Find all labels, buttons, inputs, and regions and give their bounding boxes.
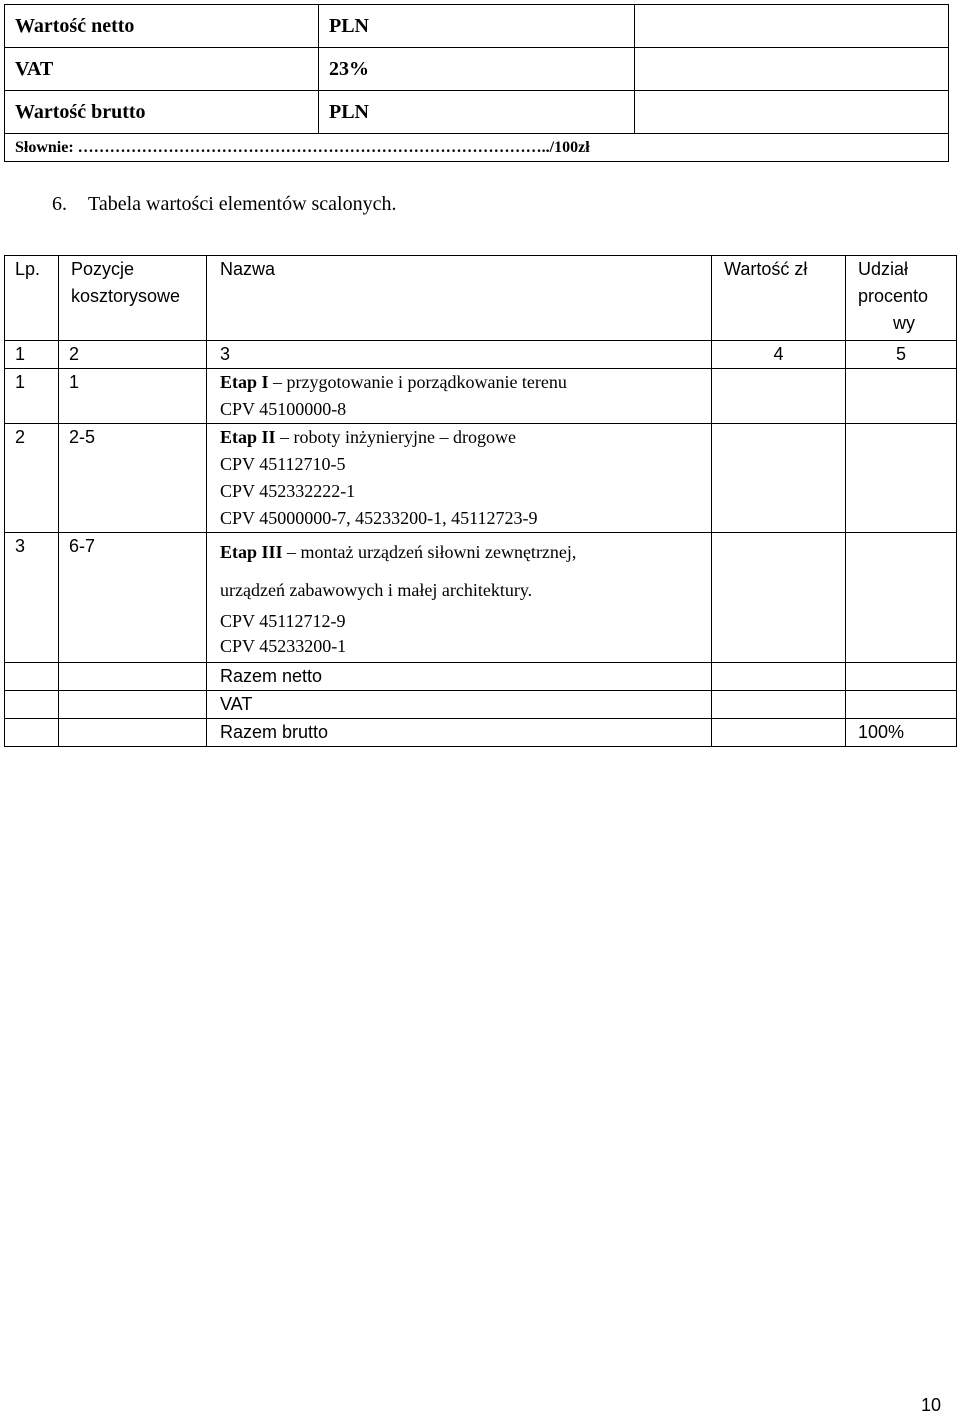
col-number: 3 [207, 341, 712, 369]
row-nazwa [207, 369, 712, 424]
col-number: 2 [59, 341, 207, 369]
etap-description-line-2: urządzeń zabawowych i małej architektury. [220, 580, 533, 600]
header-udzial [846, 256, 957, 341]
row-wartosc [712, 424, 846, 533]
cpv-code: CPV 45233200-1 [220, 636, 347, 656]
etap-description: – przygotowanie i porządkowanie terenu [268, 372, 567, 392]
total-share [846, 691, 957, 719]
total-share: 100% [846, 719, 957, 747]
total-row-vat [5, 691, 957, 719]
cpv-code: CPV 452332222-1 [220, 481, 356, 501]
header-nazwa: Nazwa [207, 256, 712, 341]
total-label: VAT [207, 691, 712, 719]
table-row [5, 424, 957, 533]
header-udzial-line-2: procento [858, 286, 929, 306]
cpv-code: CPV 45112710-5 [220, 454, 346, 474]
slownie-text: Słownie: ……………………………………………………………………………../100zł [5, 134, 949, 162]
page-number: 10 [921, 1395, 942, 1415]
summary-label: Wartość brutto [5, 91, 319, 134]
header-udzial-line-1: Udział [858, 259, 909, 279]
section-heading [52, 193, 396, 216]
summary-extra-cell [635, 91, 949, 134]
header-udzial-line-3: wy [893, 313, 915, 333]
header-pozycje-line-2: kosztorysowe [71, 286, 181, 306]
etap-label: Etap III [220, 542, 283, 562]
summary-value: 23% [319, 48, 635, 91]
col-number: 4 [712, 341, 846, 369]
header-wartosc: Wartość zł [712, 256, 846, 341]
row-wartosc [712, 369, 846, 424]
row-wartosc [712, 533, 846, 663]
header-lp: Lp. [5, 256, 59, 341]
total-value [712, 691, 846, 719]
summary-label: Wartość netto [5, 5, 319, 48]
total-value [712, 663, 846, 691]
summary-row-slownie [5, 134, 949, 162]
row-lp: 1 [5, 369, 59, 424]
values-table [4, 255, 957, 747]
row-pozycje: 1 [59, 369, 207, 424]
summary-row-vat [5, 48, 949, 91]
summary-row-netto [5, 5, 949, 48]
col-number: 5 [846, 341, 957, 369]
section-number: 6. [52, 193, 67, 215]
cpv-code: CPV 45100000-8 [220, 399, 347, 419]
row-udzial [846, 369, 957, 424]
header-pozycje [59, 256, 207, 341]
total-label: Razem brutto [207, 719, 712, 747]
header-row [5, 256, 957, 341]
column-number-row [5, 341, 957, 369]
summary-label: VAT [5, 48, 319, 91]
cpv-code: CPV 45000000-7, 45233200-1, 45112723-9 [220, 508, 538, 528]
etap-description: – roboty inżynieryjne – drogowe [275, 427, 516, 447]
summary-value: PLN [319, 91, 635, 134]
col-number: 1 [5, 341, 59, 369]
total-share [846, 663, 957, 691]
summary-value: PLN [319, 5, 635, 48]
summary-extra-cell [635, 5, 949, 48]
section-title: Tabela wartości elementów scalonych. [88, 193, 397, 215]
row-pozycje: 6-7 [59, 533, 207, 663]
total-row-brutto [5, 719, 957, 747]
row-udzial [846, 533, 957, 663]
row-lp: 2 [5, 424, 59, 533]
total-value [712, 719, 846, 747]
summary-row-brutto [5, 91, 949, 134]
cpv-code: CPV 45112712-9 [220, 611, 346, 631]
summary-extra-cell [635, 48, 949, 91]
table-row [5, 369, 957, 424]
row-lp: 3 [5, 533, 59, 663]
etap-description: – montaż urządzeń siłowni zewnętrznej, [282, 542, 577, 562]
table-row [5, 533, 957, 663]
etap-label: Etap I [220, 372, 269, 392]
summary-table [4, 4, 949, 162]
total-label: Razem netto [207, 663, 712, 691]
etap-label: Etap II [220, 427, 276, 447]
row-pozycje: 2-5 [59, 424, 207, 533]
header-pozycje-line-1: Pozycje [71, 259, 135, 279]
row-udzial [846, 424, 957, 533]
total-row-netto [5, 663, 957, 691]
row-nazwa [207, 533, 712, 663]
row-nazwa [207, 424, 712, 533]
